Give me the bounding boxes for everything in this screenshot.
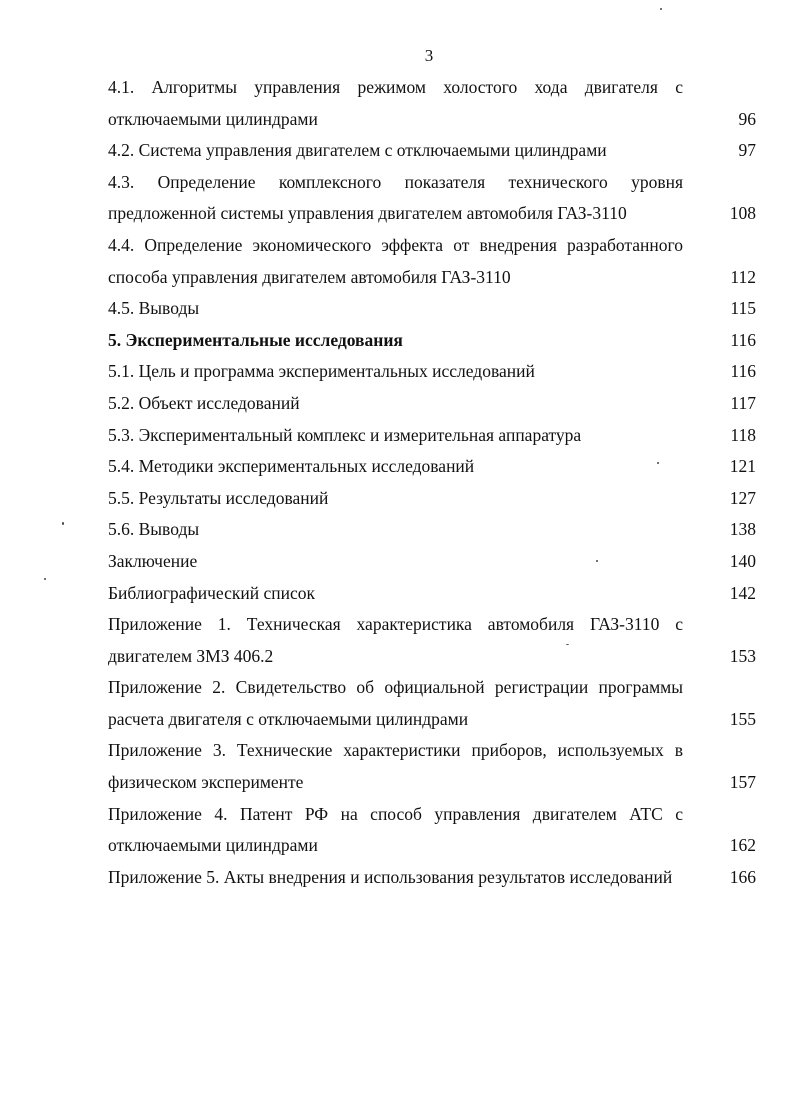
toc-entry-title: 5.2. Объект исследований (108, 392, 300, 413)
scan-speck (44, 578, 46, 580)
toc-entry-4-3 (108, 167, 756, 230)
toc-entry-page: 115 (730, 298, 756, 319)
toc-entry-page: 127 (729, 487, 756, 508)
toc-entry-5-4 (108, 451, 756, 483)
scan-speck (596, 560, 598, 562)
toc-entry-4-2 (108, 135, 756, 167)
toc-entry-page: 116 (730, 329, 756, 350)
scan-speck (657, 462, 659, 464)
toc-entry-appendix-3 (108, 735, 756, 798)
toc-entry-page: 142 (729, 582, 756, 603)
toc-entry-page: 118 (730, 424, 756, 445)
toc-entry-title: 4.2. Система управления двигателем с отключаемыми цилиндрами (108, 140, 607, 161)
toc-entry-title: 5.6. Выводы (108, 519, 200, 540)
toc-entry-title: Приложение 3. Технические характеристики приборов, используемых в физическом эксперименте (108, 740, 683, 793)
toc-entry-title: 4.4. Определение экономического эффекта от внедрения разработанного способа управления двигателем автомобиля ГАЗ-3110 (108, 234, 683, 287)
scan-speck (660, 8, 662, 10)
toc-entry-4-1 (108, 72, 756, 135)
toc-entry-title: Библиографический список (108, 582, 316, 603)
toc-entry-5-6 (108, 514, 756, 546)
toc-entry-page: 138 (729, 519, 756, 540)
toc-entry-4-5 (108, 293, 756, 325)
toc-entry-page: 121 (729, 456, 756, 477)
toc-entry-page: 96 (738, 108, 756, 129)
scan-speck (62, 522, 64, 525)
toc-entry-appendix-5 (108, 862, 756, 894)
toc-entry-conclusion (108, 546, 756, 578)
toc-entry-page: 155 (729, 708, 756, 729)
toc-entry-5-1 (108, 356, 756, 388)
toc-entry-title: 5.1. Цель и программа экспериментальных исследований (108, 361, 535, 382)
toc-entry-page: 117 (730, 392, 756, 413)
toc-entry-5-5 (108, 483, 756, 515)
page-number: 3 (424, 46, 434, 65)
toc-entry-page: 116 (730, 361, 756, 382)
toc-entry-page: 112 (730, 266, 756, 287)
toc-entry-page: 97 (738, 140, 756, 161)
toc-entry-page: 153 (729, 645, 756, 666)
toc-entry-title: Заключение (108, 550, 198, 571)
toc-entry-page: 162 (729, 835, 756, 856)
toc-entry-title: 5. Экспериментальные исследования (108, 329, 403, 350)
scan-speck (566, 644, 569, 645)
toc-entry-title: 4.1. Алгоритмы управления режимом холостого хода двигателя с отключаемыми цилиндрами (108, 77, 683, 129)
toc-entry-title: 5.3. Экспериментальный комплекс и измерительная аппаратура (108, 424, 582, 445)
toc-entry-title: 5.5. Результаты исследований (108, 487, 329, 508)
toc-entry-page: 166 (729, 866, 756, 887)
toc-entry-title: Приложение 1. Техническая характеристика автомобиля ГАЗ-3110 с двигателем ЗМЗ 406.2 (108, 614, 683, 666)
toc-entry-chapter-5 (108, 325, 756, 357)
toc-entry-appendix-2 (108, 672, 756, 735)
table-of-contents (108, 72, 756, 893)
toc-entry-appendix-1 (108, 609, 756, 672)
toc-entry-title: Приложение 2. Свидетельство об официальной регистрации программы расчета двигателя с отключаемыми цилиндрами (108, 677, 683, 729)
toc-entry-page: 108 (729, 203, 756, 224)
toc-entry-title: 4.5. Выводы (108, 298, 200, 319)
toc-entry-4-4 (108, 230, 756, 293)
toc-entry-bibliography (108, 578, 756, 610)
toc-entry-appendix-4 (108, 799, 756, 862)
toc-entry-title: Приложение 5. Акты внедрения и использования результатов исследований (108, 866, 673, 887)
toc-entry-title: 5.4. Методики экспериментальных исследований (108, 456, 475, 477)
toc-entry-page: 140 (729, 550, 756, 571)
toc-entry-5-3 (108, 420, 756, 452)
toc-entry-5-2 (108, 388, 756, 420)
toc-entry-page: 157 (729, 772, 756, 793)
toc-entry-title: 4.3. Определение комплексного показателя технического уровня предложенной системы управления двигателем автомобиля ГАЗ-3110 (108, 171, 683, 224)
toc-entry-title: Приложение 4. Патент РФ на способ управления двигателем АТС с отключаемыми цилиндрами (108, 803, 683, 856)
